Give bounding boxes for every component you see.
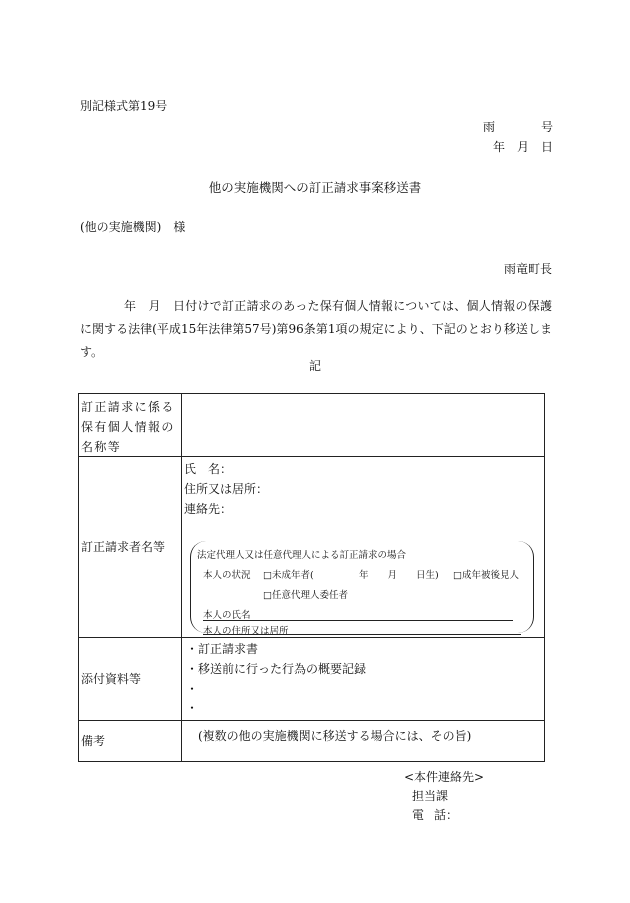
row-header-attachments: 添付資料等 (79, 638, 182, 720)
addressee-honorific: 様 (173, 220, 186, 234)
addressee-org: (他の実施機関) (80, 220, 162, 234)
attachment-item: ・訂正請求書 (186, 642, 259, 656)
remarks-note: (複数の他の実施機関に移送する場合には、その旨) (198, 729, 472, 743)
name-label: 氏 名： (184, 462, 233, 476)
doc-number-suffix: 号 (540, 120, 553, 134)
form-label: 別記様式第19号 (80, 99, 168, 113)
tel-label: 電 (412, 808, 425, 822)
doc-number-prefix: 雨 (483, 120, 496, 134)
remarks-value (182, 721, 544, 761)
row-header-info-name: 訂正請求に係る保有個人情報の名称等 (79, 394, 182, 456)
transfer-table (78, 393, 545, 762)
attachments-value (182, 638, 544, 720)
table-row (79, 637, 544, 720)
rep-heading: 法定代理人又は任意代理人による訂正請求の場合 (197, 550, 407, 561)
address-label: 住所又は居所： (184, 482, 269, 496)
date-month: 月 (517, 140, 530, 154)
contact-label: 連絡先： (184, 502, 233, 516)
row-header-remarks: 備考 (79, 721, 182, 761)
table-row (79, 456, 544, 637)
ki-heading: 記 (308, 359, 321, 373)
date-day: 日 (541, 140, 554, 154)
principal-address-label: 本人の住所又は居所 (203, 626, 289, 637)
row-header-requester: 訂正請求者名等 (79, 457, 182, 637)
info-name-value (182, 394, 544, 456)
attachment-item: ・ (186, 701, 199, 715)
principal-name-label: 本人の氏名 (203, 610, 251, 621)
sender: 雨竜町長 (503, 262, 552, 276)
voluntary-agent-checkbox: □任意代理人委任者 (263, 590, 348, 601)
addressee (80, 218, 185, 235)
representative-box (190, 541, 534, 637)
adult-guardian-checkbox: □成年被後見人 (453, 570, 519, 581)
table-row (79, 394, 544, 456)
requester-value (182, 457, 544, 637)
contact-heading: <本件連絡先> (404, 770, 485, 784)
attachment-item: ・ (186, 682, 199, 696)
status-label: 本人の状況 (203, 570, 251, 581)
document-title: 他の実施機関への訂正請求事案移送書 (208, 180, 422, 195)
principal-address-line (203, 634, 521, 635)
principal-name-line (203, 620, 513, 621)
contact-tel (412, 806, 458, 823)
attachment-item: ・移送前に行った行為の概要記録 (186, 662, 367, 676)
minor-birthdate: 年 月 日生) (359, 570, 439, 581)
contact-dept: 担当課 (412, 789, 449, 803)
body-text: 年 月 日付けで訂正請求のあった保有個人情報については、個人情報の保護に関する法律(平成15年法律第57号)第96条第1項の規定により、下記のとおり移送します。 (80, 299, 552, 359)
date-year: 年 (493, 140, 506, 154)
tel-label-2: 話： (434, 808, 459, 822)
minor-checkbox: □未成年者( (263, 570, 314, 581)
table-row (79, 720, 544, 761)
